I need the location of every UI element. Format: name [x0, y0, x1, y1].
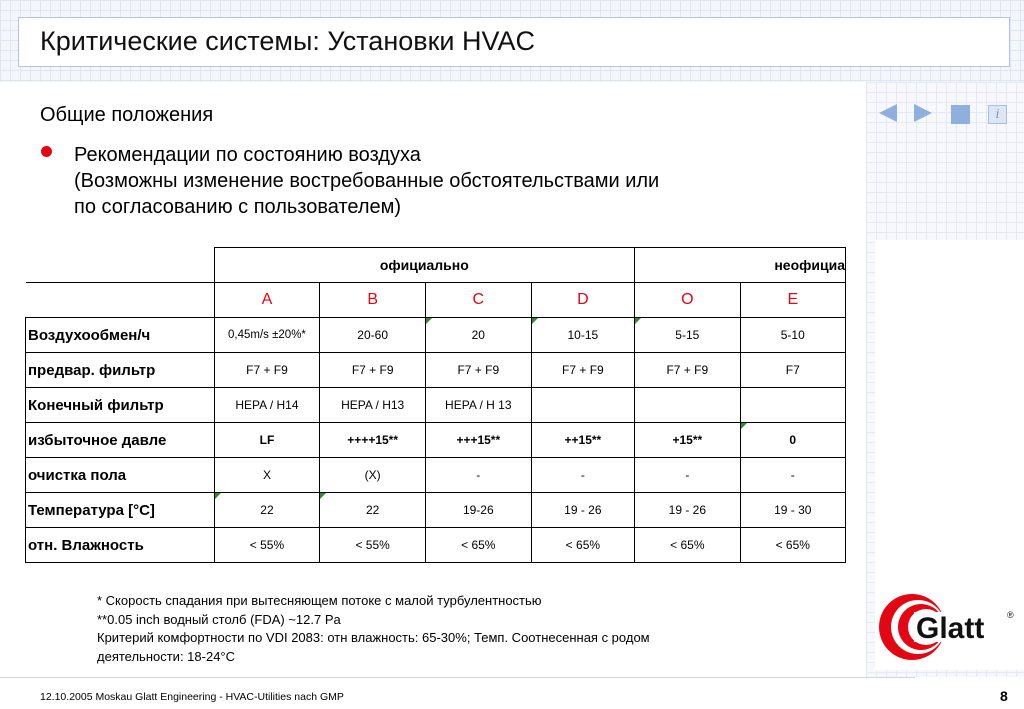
table-cell: X: [214, 458, 320, 493]
bullet-text: [74, 142, 864, 220]
footer-divider: [0, 677, 915, 678]
row-label: отн. Влажность: [26, 528, 215, 563]
table-cell: 0: [740, 423, 845, 458]
table-row: [26, 388, 846, 423]
col-header-e: E: [740, 283, 845, 318]
row-label: очистка пола: [26, 458, 215, 493]
air-conditions-table: [25, 247, 846, 565]
table-row: [26, 423, 846, 458]
table-cell: < 65%: [425, 528, 531, 563]
table-cell: F7 + F9: [425, 353, 531, 388]
slide-title: Критические системы: Установки HVAC: [40, 26, 536, 56]
table-cell: 5-10: [740, 318, 845, 353]
col-header-d: D: [531, 283, 634, 318]
footnotes: [97, 592, 650, 666]
table-cell: +++15**: [425, 423, 531, 458]
footer-text: 12.10.2005 Moskau Glatt Engineering - HVAC-Utilities nach GMP: [40, 691, 344, 703]
page-number: 8: [1000, 688, 1008, 704]
table-cell: ++15**: [531, 423, 634, 458]
table-cell: 20-60: [320, 318, 426, 353]
table-cell: 19 - 30: [740, 493, 845, 528]
table-cell: F7 + F9: [214, 353, 320, 388]
table-cell: F7 + F9: [635, 353, 740, 388]
logo-registered-mark: ®: [1007, 610, 1014, 620]
table-cell: [635, 388, 740, 423]
table-cell: 19 - 26: [635, 493, 740, 528]
logo-text: Glatt: [916, 612, 985, 645]
next-slide-icon[interactable]: [914, 104, 932, 122]
footnote-3: Критерий комфортности по VDI 2083: отн влажность: 65-30%; Темп. Соотнесенная с родом: [97, 630, 650, 645]
col-header-a: A: [214, 283, 320, 318]
row-label: Конечный фильтр: [26, 388, 215, 423]
row-label: предвар. фильтр: [26, 353, 215, 388]
bullet-line-3: по согласованию с пользователем): [74, 196, 402, 218]
footnote-2: **0.05 inch водный столб (FDA) ~12.7 Pa: [97, 611, 341, 627]
comment-marker-icon: [426, 318, 432, 324]
table-cell: 22: [320, 493, 426, 528]
table-row: [26, 353, 846, 388]
footnote-4: деятельности: 18-24°C: [97, 648, 236, 664]
table-cell: HEPA / H 13: [425, 388, 531, 423]
table-cell: [531, 388, 634, 423]
table-row: [26, 528, 846, 563]
table-cell: +15**: [635, 423, 740, 458]
table-cell: -: [425, 458, 531, 493]
home-square-icon[interactable]: [951, 105, 970, 124]
table-row: [26, 493, 846, 528]
row-label: Температура [°C]: [26, 493, 215, 528]
table-corner-2: [26, 283, 215, 318]
table-cell: HEPA / H14: [214, 388, 320, 423]
table-cell: F7: [740, 353, 845, 388]
table-cell: LF: [214, 423, 320, 458]
comment-marker-icon: [532, 318, 538, 324]
table-cell: 5-15: [635, 318, 740, 353]
comment-marker-icon: [741, 423, 747, 429]
table-corner: [26, 248, 215, 283]
group-official: официально: [214, 248, 635, 283]
row-label: Воздухообмен/ч: [26, 318, 215, 353]
table-row: [26, 318, 846, 353]
col-header-o: O: [635, 283, 740, 318]
col-header-c: C: [425, 283, 531, 318]
comment-marker-icon: [635, 318, 641, 324]
table-cell: -: [531, 458, 634, 493]
table-cell: -: [635, 458, 740, 493]
table-cell: 0,45m/s ±20%*: [214, 318, 320, 353]
table-cell: F7 + F9: [531, 353, 634, 388]
table-cell: -: [740, 458, 845, 493]
row-label: избыточное давле: [26, 423, 215, 458]
table-cell: 22: [214, 493, 320, 528]
table-cell: < 55%: [320, 528, 426, 563]
table-cell: HEPA / H13: [320, 388, 426, 423]
group-unofficial: неофициа: [635, 248, 846, 283]
bullet-dot-icon: [41, 146, 52, 157]
subheading: Общие положения: [40, 104, 214, 126]
table-row: [26, 458, 846, 493]
table-cell: < 65%: [635, 528, 740, 563]
info-icon[interactable]: i: [988, 105, 1007, 124]
table-cell: [740, 388, 845, 423]
table-cell: 10-15: [531, 318, 634, 353]
table-cell: 19-26: [425, 493, 531, 528]
table-cell: (X): [320, 458, 426, 493]
table-cell: ++++15**: [320, 423, 426, 458]
previous-slide-icon[interactable]: [879, 104, 897, 122]
glatt-logo: [878, 592, 1018, 662]
footnote-1: * Скорость спадания при вытесняющем потоке с малой турбулентностью: [97, 593, 542, 608]
table-cell: < 55%: [214, 528, 320, 563]
col-header-b: B: [320, 283, 426, 318]
bullet-line-2: (Возможны изменение востребованные обстоятельствами или: [74, 170, 660, 192]
table-cell: < 65%: [531, 528, 634, 563]
comment-marker-icon: [320, 493, 326, 499]
table-cell: 19 - 26: [531, 493, 634, 528]
table-cell: 20: [425, 318, 531, 353]
table-cell: F7 + F9: [320, 353, 426, 388]
comment-marker-icon: [215, 493, 221, 499]
table-cell: < 65%: [740, 528, 845, 563]
bullet-line-1: Рекомендации по состоянию воздуха: [74, 144, 421, 166]
